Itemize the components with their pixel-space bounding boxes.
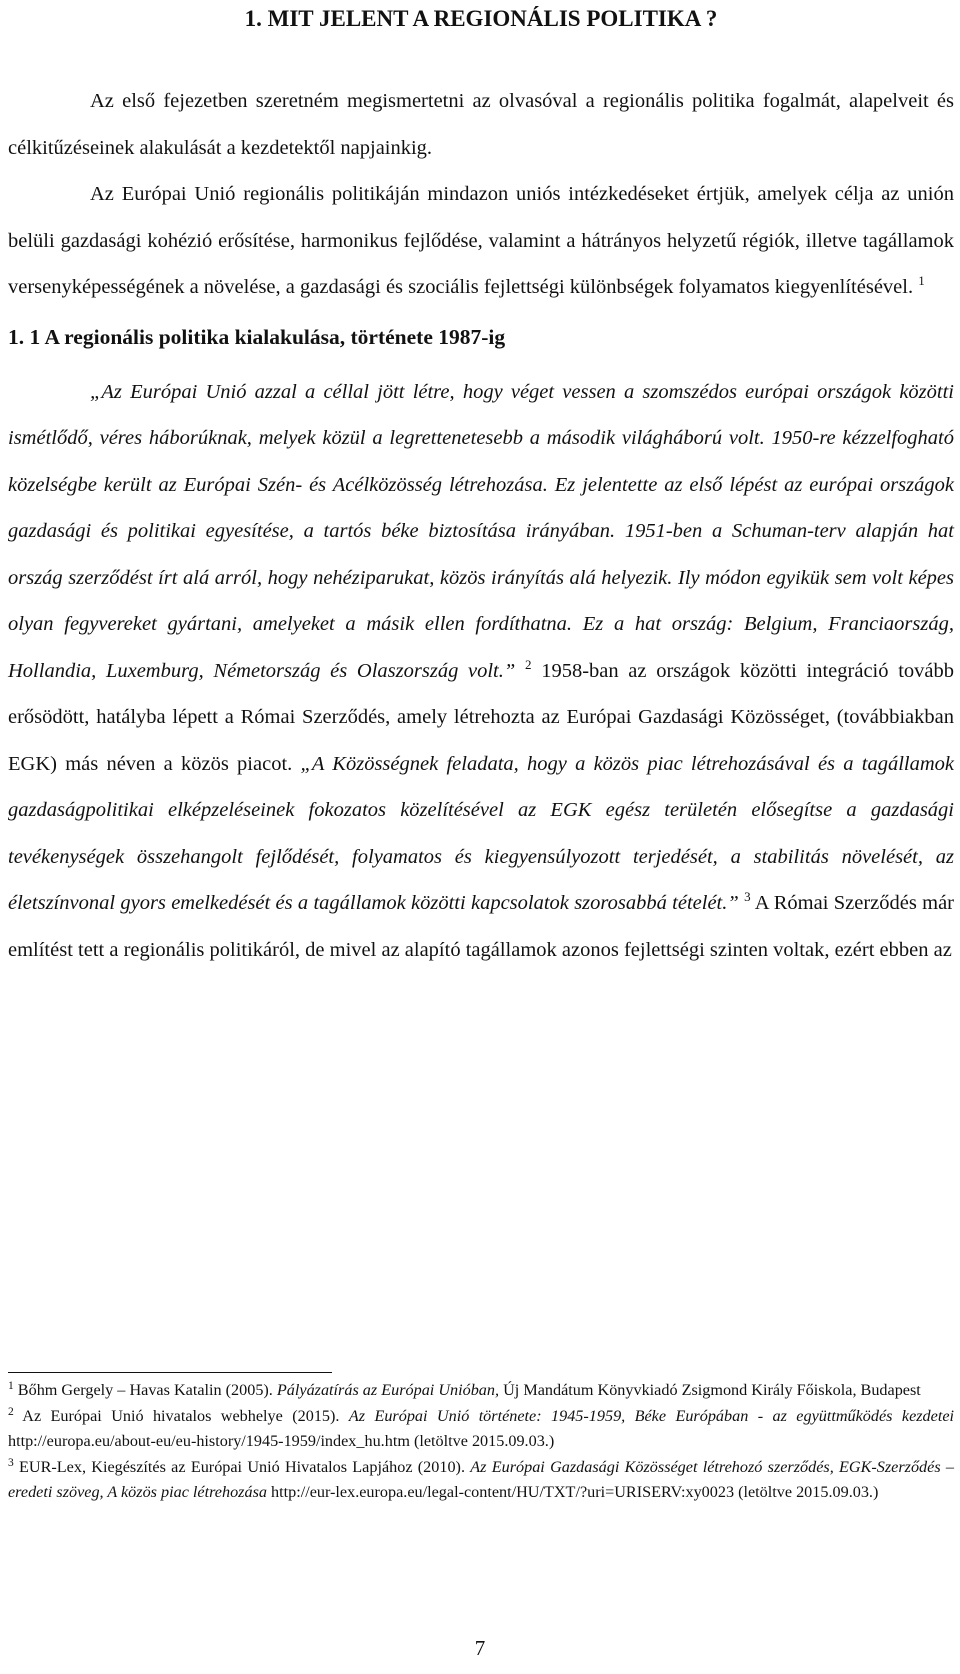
footnote-number: 1	[8, 1380, 14, 1392]
regional-policy-text: A Római Szerződés már említést tett a regionális politikáról, de mivel az alapító tagállamok azonos fejlettségi szinten voltak, ezért ebben az	[8, 892, 955, 961]
main-content	[8, 0, 954, 973]
footnote-author: Bőhm Gergely – Havas Katalin (2005).	[17, 1381, 273, 1399]
quote-community-task: „A Közösségnek feladata, hogy a közös piac létrehozásával és a tagállamok gazdaságpolitikai elképzeléseinek fokozatos közelítésével az EGK egész területén elősegítse a gazdasági tevékenységek összehangolt fejlődését, folyamatos és kiegyensúlyozott terjedését, a stabilitás növelését, az életszínvonal gyors emelkedését és a tagállamok közötti kapcsolatok szorosabbá tételét.”	[8, 752, 954, 914]
intro-paragraph-1: Az első fejezetben szeretném megismertetni az olvasóval a regionális politika fogalmát, alapelveit és célkitűzéseinek alakulását a kezdetektől napjainkig.	[8, 90, 954, 159]
footnote-number: 2	[8, 1405, 14, 1418]
intro-paragraph-2	[8, 171, 954, 311]
footnote-ref-3[interactable]: 3	[744, 889, 751, 904]
chapter-title: 1. MIT JELENT A REGIONÁLIS POLITIKA ?	[244, 6, 718, 31]
footnote-author: EUR-Lex, Kiegészítés az Európai Unió Hivatalos Lapjához (2010).	[19, 1457, 465, 1476]
footnote-work-title: Pályázatírás az Európai Unióban,	[276, 1381, 500, 1399]
footnote-author: Az Európai Unió hivatalos webhelye (2015).	[22, 1406, 340, 1425]
page-number: 7	[474, 1636, 486, 1660]
footnote-publisher: Új Mandátum Könyvkiadó Zsigmond Király Főiskola, Budapest	[503, 1381, 921, 1399]
footnote-work-title: Az Európai Gazdasági Közösséget létrehozó szerződés, EGK-Szerződés – eredeti szöveg, A közös piac létrehozása	[8, 1457, 955, 1501]
footnote-2	[8, 1404, 954, 1455]
footnote-1	[8, 1378, 954, 1404]
section-paragraph	[8, 369, 954, 974]
footnote-link[interactable]: http://eur-lex.europa.eu/legal-content/HU/TXT/?uri=URISERV:xy0023 (letöltve 2015.09.03.)	[271, 1483, 879, 1501]
footnote-3	[8, 1455, 954, 1506]
quote-eu-history: „Az Európai Unió azzal a céllal jött létre, hogy véget vessen a szomszédos európai országok közötti ismétlődő, véres háborúknak, melyek közül a legrettenetesebb a második világháború volt. 1950-re kézzelfogható közelségbe került az Európai Szén- és Acélközösség létrehozása. Ez jelentette az első lépést az európai országok gazdasági és politikai egyesítése, a tartós béke biztosítása irányában. 1951-ben a Schuman-terv alapján hat ország szerződést írt alá arról, hogy nehéziparukat, közös irányítás alá helyezik. Ily módon egyikük sem volt képes olyan fegyvereket gyártani, amelyeket a másik ellen fordíthatna. Ez a hat ország: Belgium, Franciaország, Hollandia, Luxemburg, Németország és Olaszország volt.”	[8, 380, 954, 682]
footnotes	[8, 1378, 954, 1506]
rome-treaty-text: 1958-ban az országok közötti integráció tovább erősödött, hatályba lépett a Római Szerződés, amely létrehozta az Európai Gazdasági Közösséget, (továbbiakban EGK) más néven a közös piacot.	[8, 659, 954, 775]
footnote-work-title: Az Európai Unió története: 1945-1959, Béke Európában - az együttműködés kezdetei	[348, 1406, 955, 1425]
footnote-divider	[8, 1372, 332, 1373]
intro-paragraph-2-text: Az Európai Unió regionális politikáján mindazon uniós intézkedéseket értjük, amelyek célja az unión belüli gazdasági kohézió erősítése, harmonikus fejlődése, valamint a hátrányos helyzetű régiók, illetve tagállamok versenyképességének a növelése, a gazdasági és szociális fejlettségi különbségek folyamatos kiegyenlítésével.	[8, 183, 954, 298]
footnote-link[interactable]: http://europa.eu/about-eu/eu-history/1945-1959/index_hu.htm (letöltve 2015.09.03.)	[8, 1432, 555, 1450]
footnote-ref-1[interactable]: 1	[918, 273, 925, 288]
footnote-ref-2[interactable]: 2	[524, 656, 532, 672]
footnote-number: 3	[8, 1456, 14, 1469]
section-heading: 1. 1 A regionális politika kialakulása, története 1987-ig	[8, 324, 506, 349]
